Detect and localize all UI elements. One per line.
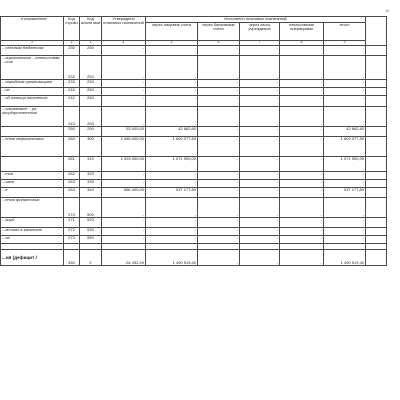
row-noncash: -	[280, 88, 324, 96]
row-analytics: 252	[80, 56, 102, 80]
row-code: 263	[64, 180, 80, 188]
row-bank: -	[198, 180, 240, 188]
row-noncash: -	[280, 188, 324, 198]
row-bank: -	[198, 157, 240, 172]
row-name: ...ой помощи населению	[1, 96, 64, 107]
row-total: -	[324, 218, 366, 228]
total-row-bank: -	[198, 250, 240, 266]
row-plan: -	[102, 180, 146, 188]
row-bank: -	[198, 218, 240, 228]
row-analytics: 310	[80, 157, 102, 172]
row-edge	[366, 250, 387, 266]
row-total: -	[324, 56, 366, 80]
row-noncash: -	[280, 56, 324, 80]
row-bank: -	[198, 88, 240, 96]
row-bank: -	[198, 56, 240, 80]
row-bank: -	[198, 107, 240, 127]
row-analytics: 550	[80, 236, 102, 244]
table-row	[1, 88, 387, 96]
row-personal: 537 177,89	[146, 188, 198, 198]
row-code: 273	[64, 236, 80, 244]
row-total: 42 662,60	[324, 127, 366, 137]
row-total: -	[324, 198, 366, 218]
row-name: ...ызываемые ...ра государственного	[1, 107, 64, 127]
row-code: 271	[64, 218, 80, 228]
row-cash: -	[240, 88, 280, 96]
row-cash: -	[240, 96, 280, 107]
row-edge	[366, 218, 387, 228]
row-analytics: 330	[80, 180, 102, 188]
row-personal: -	[146, 198, 198, 218]
row-plan: -	[102, 228, 146, 236]
row-personal: 42 662,60	[146, 127, 198, 137]
column-number: 7	[240, 41, 280, 46]
row-personal: -	[146, 107, 198, 127]
row-total: 1 071 900,00	[324, 157, 366, 172]
row-name	[1, 127, 64, 137]
total-row-name: ...ия (дефицит /	[1, 250, 64, 266]
row-edge	[366, 180, 387, 188]
row-noncash: -	[280, 218, 324, 228]
row-analytics: 250	[80, 46, 102, 56]
row-analytics: 530	[80, 228, 102, 236]
row-edge	[366, 228, 387, 236]
table-row	[1, 137, 387, 157]
row-noncash: -	[280, 236, 324, 244]
row-total: -	[324, 236, 366, 244]
row-name: ...ациональным ...ательствам ...ств	[1, 56, 64, 80]
table-row	[1, 188, 387, 198]
row-cash: -	[240, 46, 280, 56]
row-code: 242	[64, 96, 80, 107]
row-noncash: -	[280, 172, 324, 180]
row-bank: -	[198, 137, 240, 157]
row-cash: -	[240, 157, 280, 172]
row-bank: -	[198, 127, 240, 137]
row-cash: -	[240, 137, 280, 157]
row-name	[1, 157, 64, 172]
row-code: 270	[64, 198, 80, 218]
row-name: ...народным организациям	[1, 80, 64, 88]
column-number: 9	[324, 41, 366, 46]
column-number: 5	[146, 41, 198, 46]
table-row	[1, 236, 387, 244]
row-name: ...тов	[1, 172, 64, 180]
row-name: ...ивов	[1, 180, 64, 188]
row-total: -	[324, 96, 366, 107]
row-analytics: 260	[80, 88, 102, 96]
column-number: 1	[1, 41, 64, 46]
row-edge	[366, 188, 387, 198]
header-executed-group: Исполнено плановых назначений	[146, 17, 366, 23]
table-row	[1, 56, 387, 80]
table-row	[1, 127, 387, 137]
row-plan: -	[102, 56, 146, 80]
row-personal: 1 609 077,89	[146, 137, 198, 157]
row-personal: -	[146, 96, 198, 107]
table-row	[1, 157, 387, 172]
row-analytics: 340	[80, 188, 102, 198]
header-analytics-code: Код аналитики	[80, 17, 102, 41]
header-non-cash: некассовыми операциями	[280, 23, 324, 41]
row-cash: -	[240, 228, 280, 236]
total-row-noncash: -	[280, 250, 324, 266]
row-plan: -	[102, 218, 146, 228]
row-personal: -	[146, 88, 198, 96]
header-indicator-name: ...е показателя	[1, 17, 64, 41]
table-row	[1, 107, 387, 127]
row-edge	[366, 88, 387, 96]
row-cash: -	[240, 80, 280, 88]
row-edge	[366, 172, 387, 180]
row-total: -	[324, 228, 366, 236]
row-noncash: -	[280, 80, 324, 88]
row-code: 250	[64, 127, 80, 137]
corner-mark: И	[386, 9, 389, 13]
row-personal: -	[146, 180, 198, 188]
row-total: -	[324, 46, 366, 56]
row-plan: 53 000,00	[102, 127, 146, 137]
table-row	[1, 228, 387, 236]
row-name: ...ению нефинансовых	[1, 137, 64, 157]
row-analytics: 520	[80, 218, 102, 228]
row-code: 233	[64, 80, 80, 88]
row-edge	[366, 107, 387, 127]
row-total: -	[324, 180, 366, 188]
row-bank: -	[198, 188, 240, 198]
row-name: ...ению финансовых	[1, 198, 64, 218]
row-plan: -	[102, 107, 146, 127]
table-row	[1, 80, 387, 88]
row-code: 230	[64, 46, 80, 56]
header-total: итого	[324, 23, 366, 41]
row-plan: -	[102, 198, 146, 218]
row-plan: -	[102, 96, 146, 107]
row-bank: -	[198, 228, 240, 236]
row-analytics: 290	[80, 127, 102, 137]
table-row	[1, 46, 387, 56]
column-number: 2	[64, 41, 80, 46]
row-analytics: 320	[80, 172, 102, 180]
row-cash: -	[240, 107, 280, 127]
row-name: ...ов	[1, 236, 64, 244]
row-personal: 1 071 900,00	[146, 157, 198, 172]
row-bank: -	[198, 198, 240, 218]
row-total: -	[324, 172, 366, 180]
row-code: 260	[64, 137, 80, 157]
header-personal-accounts: через лицевые счета	[146, 23, 198, 41]
row-cash: -	[240, 172, 280, 180]
row-plan: -	[102, 236, 146, 244]
row-analytics: 253	[80, 80, 102, 88]
header-bank-accounts: через банковские счета	[198, 23, 240, 41]
row-name: ...аций	[1, 218, 64, 228]
row-plan: -	[102, 88, 146, 96]
total-row-code: 450	[64, 250, 80, 266]
row-cash: -	[240, 236, 280, 244]
row-total: -	[324, 107, 366, 127]
table-row	[1, 218, 387, 228]
row-analytics: 300	[80, 137, 102, 157]
row-bank: -	[198, 80, 240, 88]
row-noncash: -	[280, 228, 324, 236]
row-plan: -	[102, 172, 146, 180]
row-noncash: -	[280, 46, 324, 56]
row-personal: -	[146, 236, 198, 244]
row-cash: -	[240, 198, 280, 218]
row-noncash: -	[280, 127, 324, 137]
row-personal: -	[146, 56, 198, 80]
row-code: 232	[64, 56, 80, 80]
row-edge	[366, 127, 387, 137]
row-plan: 1 923 000,00	[102, 157, 146, 172]
row-code: 264	[64, 188, 80, 198]
row-name: ...ие	[1, 88, 64, 96]
row-analytics: 262	[80, 96, 102, 107]
row-plan: -	[102, 80, 146, 88]
row-code: 262	[64, 172, 80, 180]
row-cash: -	[240, 56, 280, 80]
table-row	[1, 172, 387, 180]
row-cash: -	[240, 218, 280, 228]
row-cash: -	[240, 127, 280, 137]
total-row-cash: -	[240, 250, 280, 266]
row-total: 537 177,89	[324, 188, 366, 198]
row-bank: -	[198, 46, 240, 56]
row-personal: -	[146, 80, 198, 88]
row-edge	[366, 80, 387, 88]
column-number: 4	[102, 41, 146, 46]
row-edge	[366, 46, 387, 56]
row-analytics: 500	[80, 198, 102, 218]
row-noncash: -	[280, 137, 324, 157]
header-line-code: Код строки	[64, 17, 80, 41]
total-row-total: 1 490 519,40	[324, 250, 366, 266]
row-analytics: 263	[80, 107, 102, 127]
row-total: -	[324, 88, 366, 96]
row-personal: -	[146, 172, 198, 180]
row-code: 240	[64, 88, 80, 96]
row-edge	[366, 56, 387, 80]
row-plan: -	[102, 46, 146, 56]
row-noncash: -	[280, 198, 324, 218]
row-personal: -	[146, 46, 198, 56]
table-row	[1, 198, 387, 218]
expenditure-table	[0, 16, 387, 266]
row-noncash: -	[280, 157, 324, 172]
column-number: 8	[280, 41, 324, 46]
row-code: 261	[64, 157, 80, 172]
row-noncash: -	[280, 96, 324, 107]
row-edge	[366, 96, 387, 107]
header-cash-desk: через кассу учреждения	[240, 23, 280, 41]
row-edge	[366, 157, 387, 172]
header-approved-plan: Утверждено плановых назначений	[102, 17, 146, 41]
column-number: 6	[198, 41, 240, 46]
row-plan: 566 000,00	[102, 188, 146, 198]
total-row-analytics: X	[80, 250, 102, 266]
row-noncash: -	[280, 180, 324, 188]
row-noncash: -	[280, 107, 324, 127]
row-cash: -	[240, 188, 280, 198]
row-edge	[366, 198, 387, 218]
total-row-plan: -34 432,49	[102, 250, 146, 266]
row-edge	[366, 137, 387, 157]
total-row	[1, 250, 387, 266]
total-row-personal: 1 490 519,40	[146, 250, 198, 266]
column-number: 3	[80, 41, 102, 46]
right-edge-cell	[366, 17, 387, 46]
row-personal: -	[146, 218, 198, 228]
row-code: 272	[64, 228, 80, 236]
row-code: 243	[64, 107, 80, 127]
row-edge	[366, 236, 387, 244]
row-total: -	[324, 80, 366, 88]
row-total: 1 609 077,89	[324, 137, 366, 157]
row-personal: -	[146, 228, 198, 236]
row-name: ...сельным бюджетам	[1, 46, 64, 56]
row-name: ...астиях в капитале	[1, 228, 64, 236]
row-bank: -	[198, 172, 240, 180]
row-cash: -	[240, 180, 280, 188]
table-row	[1, 180, 387, 188]
row-name: ...в	[1, 188, 64, 198]
table-row	[1, 96, 387, 107]
row-bank: -	[198, 96, 240, 107]
row-bank: -	[198, 236, 240, 244]
row-plan: 2 489 000,00	[102, 137, 146, 157]
